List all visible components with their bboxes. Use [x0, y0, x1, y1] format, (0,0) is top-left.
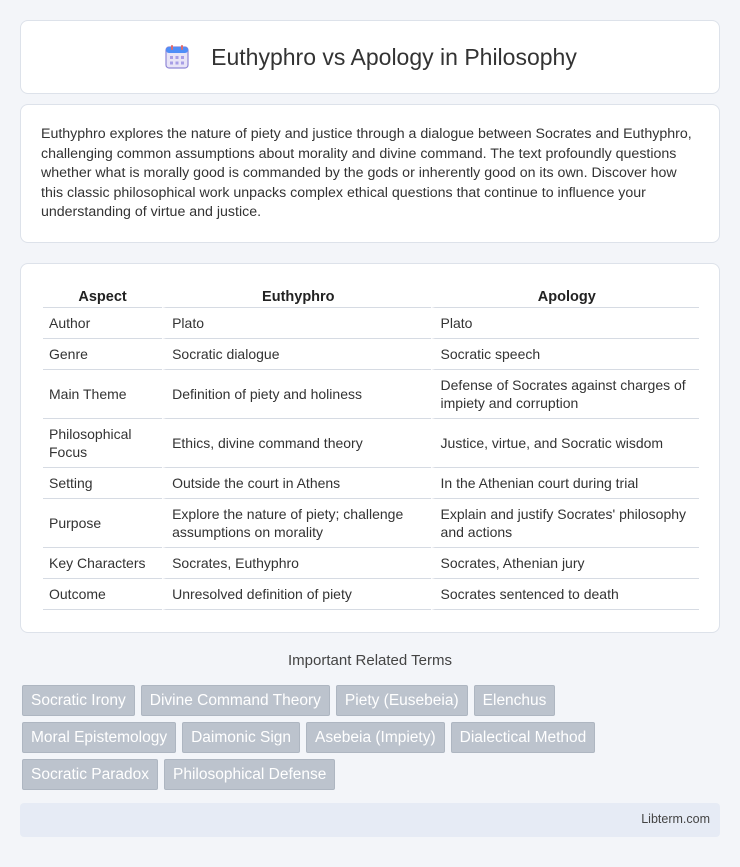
table-cell: Key Characters: [43, 548, 162, 579]
intro-text: Euthyphro explores the nature of piety and justice through a dialogue between Socrates and Euthyphro, challenging common assumptions about morality and divine command. The text profoundly questions whether what is morally good is commanded by the gods or inherently good on its own. Discover how this classic philosophical work unpacks complex ethical questions that continue to influence your understanding of virtue and justice.: [41, 126, 692, 220]
table-row: [43, 339, 699, 370]
tag-asebeia-impiety[interactable]: Asebeia (Impiety): [306, 722, 445, 753]
related-terms-list: [22, 685, 722, 796]
table-cell: In the Athenian court during trial: [431, 468, 699, 499]
table-cell: Main Theme: [43, 370, 162, 419]
table-row: [43, 579, 699, 610]
table-cell: Socrates, Athenian jury: [431, 548, 699, 579]
tag-row: [22, 722, 722, 753]
tag-daimonic-sign[interactable]: Daimonic Sign: [182, 722, 300, 753]
related-terms-title: Important Related Terms: [288, 652, 452, 669]
table-row: [43, 370, 699, 419]
tag-socratic-irony[interactable]: Socratic Irony: [22, 685, 135, 716]
tag-row: [22, 759, 722, 790]
comparison-table: [43, 286, 699, 610]
table-cell: Setting: [43, 468, 162, 499]
tag-dialectical-method[interactable]: Dialectical Method: [451, 722, 596, 753]
page-title: Euthyphro vs Apology in Philosophy: [211, 43, 577, 70]
table-row: [43, 419, 699, 468]
calendar-icon: [163, 43, 191, 71]
table-cell: Definition of piety and holiness: [162, 370, 430, 419]
tag-piety-eusebeia[interactable]: Piety (Eusebeia): [336, 685, 468, 716]
footer: [20, 803, 720, 837]
table-cell: Plato: [431, 308, 699, 339]
tag-moral-epistemology[interactable]: Moral Epistemology: [22, 722, 176, 753]
table-cell: Defense of Socrates against charges of impiety and corruption: [431, 370, 699, 419]
table-cell: Justice, virtue, and Socratic wisdom: [431, 419, 699, 468]
table-row: [43, 468, 699, 499]
table-cell: Socratic dialogue: [162, 339, 430, 370]
table-cell: Philosophical Focus: [43, 419, 162, 468]
table-cell: Purpose: [43, 499, 162, 548]
table-cell: Author: [43, 308, 162, 339]
header-aspect: Aspect: [43, 286, 162, 308]
tag-divine-command-theory[interactable]: Divine Command Theory: [141, 685, 330, 716]
table-cell: Genre: [43, 339, 162, 370]
intro-card: [20, 104, 720, 243]
table-row: [43, 308, 699, 339]
header-euthyphro: Euthyphro: [162, 286, 430, 308]
table-cell: Socrates, Euthyphro: [162, 548, 430, 579]
table-row: [43, 548, 699, 579]
header-apology: Apology: [431, 286, 699, 308]
tag-philosophical-defense[interactable]: Philosophical Defense: [164, 759, 335, 790]
tag-row: [22, 685, 722, 716]
header-card: [20, 20, 720, 94]
table-cell: Unresolved definition of piety: [162, 579, 430, 610]
table-cell: Ethics, divine command theory: [162, 419, 430, 468]
comparison-table-card: [20, 263, 720, 633]
tag-socratic-paradox[interactable]: Socratic Paradox: [22, 759, 158, 790]
table-row: [43, 499, 699, 548]
table-cell: Outside the court in Athens: [162, 468, 430, 499]
footer-link[interactable]: Libterm.com: [641, 812, 710, 826]
tag-elenchus[interactable]: Elenchus: [474, 685, 556, 716]
table-cell: Explore the nature of piety; challenge assumptions on morality: [162, 499, 430, 548]
table-cell: Outcome: [43, 579, 162, 610]
table-cell: Socratic speech: [431, 339, 699, 370]
table-cell: Plato: [162, 308, 430, 339]
table-cell: Explain and justify Socrates' philosophy and actions: [431, 499, 699, 548]
table-header-row: [43, 286, 699, 308]
table-cell: Socrates sentenced to death: [431, 579, 699, 610]
